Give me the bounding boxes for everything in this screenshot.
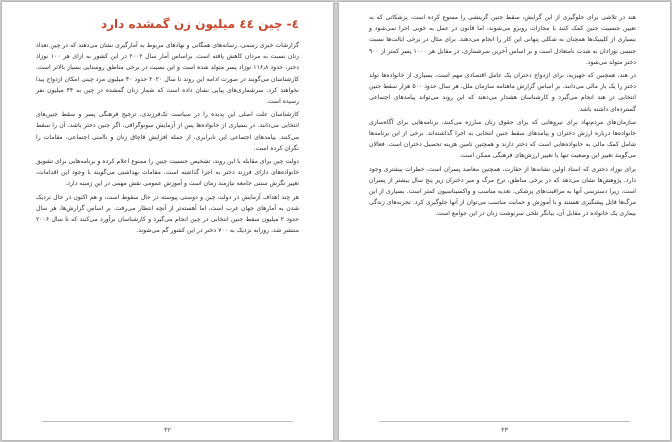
page-number: ٣٢ — [164, 426, 171, 434]
left-page — [2, 2, 333, 440]
paragraph: در هند، همچنین که جهیزیه، برای ازدواج دختران یک عامل اقتصادی مهم است، بسیاری از خانواده‌ها تولد دختر را یک بار مالی می‌دانند. بر اساس گزارش ماهنامه سازمان ملل، هر سال حدود ۵۰۰ هزار سقط جنین انتخابی در هند انجام می‌گیرد و کارشناسان هشدار می‌دهند که این روند می‌تواند پیامدهای اجتماعی گسترده‌ای داشته باشد. — [369, 72, 636, 113]
paragraph: هند در تلاشی برای جلوگیری از این گرایش، سقط جنین گزینشی را ممنوع کرده است. پزشکانی که به تعیین جنسیت جنین کمک کنند با مجازات روبرو می‌شوند، اما قانون در عمل به خوبی اجرا نمی‌شود و بسیاری از کلینیک‌ها همچنان به شکلی پنهانی این کار را انجام می‌دهند. برای مثال در برخی ایالت‌ها نسبت جنسی نوزادان به شدت نامتعادل است و بر اساس آخرین سرشماری، در مقابل هر ۱۰۰۰ پسر کمتر از ۹۰۰ دختر متولد می‌شود. — [369, 14, 636, 66]
right-page — [339, 2, 670, 440]
paragraph: سازمان‌های مردم‌نهاد برای نیروهایی که برای حقوق زنان مبارزه می‌کنند، برنامه‌هایی برای آگاه‌سازی خانواده‌ها درباره ارزش دختران و پیامدهای سقط جنین انتخابی به اجرا گذاشته‌اند. برخی از این برنامه‌ها شامل کمک مالی به خانواده‌هایی است که دختر دارند و همچنین تامین هزینه تحصیل دختران است. فعالان می‌گویند تغییر این وضعیت تنها با تغییر ارزش‌های فرهنگی ممکن است. — [369, 118, 636, 160]
chapter-title: ٤- چین ٤٤ میلیون زن گمشده دارد — [100, 17, 299, 31]
left-page-body — [36, 16, 299, 414]
right-page-body — [369, 12, 636, 414]
paragraph: کارشناسان علت اصلی این پدیده را در سیاست تک‌فرزندی، ترجیح فرهنگی پسر و سقط جنین‌های انتخابی می‌دانند. در بسیاری از خانواده‌ها پس از آزمایش سونوگرافی، اگر جنین دختر باشد، آن را سقط می‌کنند. پیامدهای اجتماعی این نابرابری، از جمله افزایش قاچاق زنان و ناامنی اجتماعی، مقامات را نگران کرده است. — [36, 111, 299, 152]
page-number: ٣٣ — [501, 426, 508, 434]
paragraph: هر چند اهداف آزمایش در دولت چین و دوستی پیوسته در حال سقوط است، و هم اکنون در حال نزدیک شدن به آمارهای جهان غرب است، اما آهسته‌تر از آنچه انتظار می‌رفت. بر اساس گزارش‌ها، هر سال حدود ۲ میلیون سقط جنین انتخابی در چین انجام می‌گیرد و کارشناسان برآورد می‌کنند که تا سال ۲۰۰۶ منتشر شد، روزانه نزدیک به ۷۰۰ دختر در این کشور گم می‌شوند. — [36, 193, 299, 235]
footer-divider — [42, 421, 293, 422]
paragraph: دولت چین برای مقابله با این روند، تشخیص جنسیت جنین را ممنوع اعلام کرده و برنامه‌هایی برای تشویق خانواده‌های دارای فرزند دختر به اجرا گذاشته است. مقامات بهداشتی می‌گویند با وجود این اقدامات، تغییر نگرش سنتی جامعه نیازمند زمان است و آموزش عمومی نقش مهمی در این زمینه دارد. — [36, 158, 299, 188]
footer-divider — [379, 421, 630, 422]
paragraph: برای نوزاد دختری که اسناد اولین نشانه‌ها از حقارت، همچنین معاضد پسران است، خطرات بیشتری وجود دارد. پژوهش‌ها نشان می‌دهد که در برخی مناطق، نرخ مرگ و میر دختران زیر پنج سال بیشتر از پسران است، زیرا دسترسی آنها به مراقبت‌های پزشکی، تغذیه مناسب و واکسیناسیون کمتر است. بسیاری از این مرگ‌ها قابل پیشگیری هستند و با آموزش و حمایت مناسب می‌توان از آنها جلوگیری کرد. تجربه‌های زندگی بیماری یک خانواده در مقابل آن، بیانگر تلخی سرنوشت زنان در این جوامع است. — [369, 165, 636, 218]
paragraph: گزارشات خبری رسمی، رسانه‌های همگانی و نهادهای مربوط به آمارگیری نشان می‌دهند که در چین تعداد زنان نسبت به مردان کاهش یافته است. براساس آمار سال ۲۰۰۲ در این کشور به ازای هر ۱۰۰ نوزاد دختر، حدود ۱۱۶٫۸ نوزاد پسر متولد شده است و این نسبت در برخی مناطق روستایی بسیار بالاتر است. کارشناسان می‌گویند در صورت ادامه این روند تا سال ۲۰۲۰ حدود ۴۰ میلیون مرد چینی امکان ازدواج پیدا نخواهند کرد. سرشماری‌های پیاپی نشان داده است که شمار زنان گمشده در چین به ۴۴ میلیون نفر رسیده است. — [36, 42, 299, 106]
